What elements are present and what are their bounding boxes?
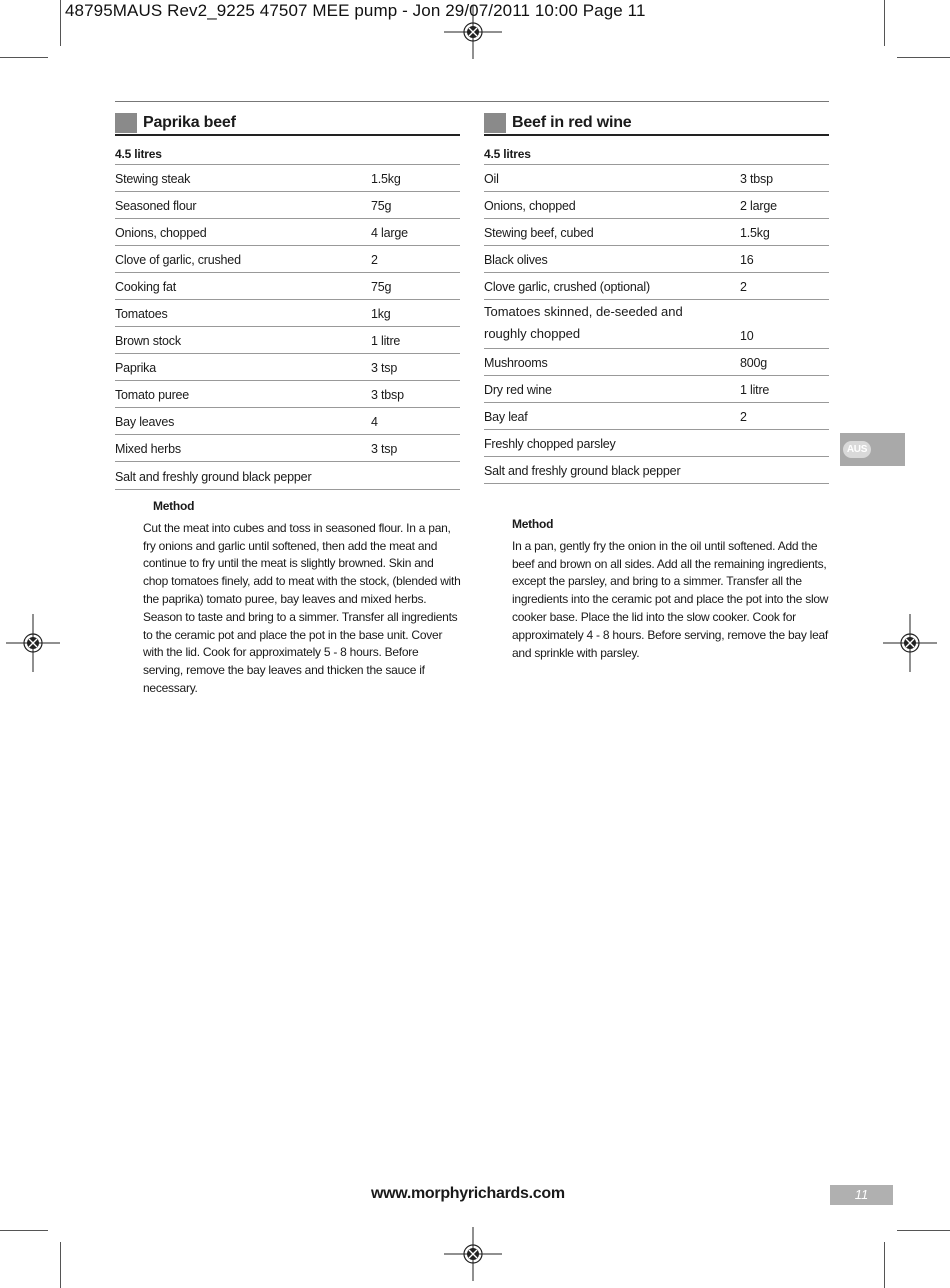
crop-mark (60, 0, 61, 46)
registration-mark-icon (881, 614, 939, 672)
ingredient-row (484, 165, 829, 192)
ingredient-row (484, 192, 829, 219)
recipe-capacity: 4.5 litres (115, 136, 460, 165)
ingredient-qty: 1 litre (740, 383, 770, 397)
registration-mark-icon (444, 3, 502, 61)
ingredient-row (484, 246, 829, 273)
ingredient-qty: 3 tsp (371, 442, 398, 456)
recipe-title: Paprika beef (143, 114, 236, 131)
recipe-capacity: 4.5 litres (484, 136, 829, 165)
language-tab-label: AUS (843, 441, 871, 458)
method-heading: Method (153, 499, 195, 513)
ingredient-name: Tomatoes skinned, de-seeded and roughly chopped (484, 304, 683, 341)
ingredient-row (484, 300, 829, 349)
ingredient-qty: 1.5kg (371, 172, 401, 186)
ingredient-row (115, 327, 460, 354)
ingredient-name: Black olives (484, 253, 548, 267)
registration-mark-icon (4, 614, 62, 672)
ingredient-name: Clove of garlic, crushed (115, 253, 241, 267)
ingredient-name: Stewing steak (115, 172, 191, 186)
recipe-beef-in-red-wine (484, 112, 829, 484)
ingredient-qty: 4 large (371, 226, 408, 240)
ingredient-qty: 1 litre (371, 334, 401, 348)
ingredient-name: Clove garlic, crushed (optional) (484, 280, 650, 294)
ingredient-row (115, 192, 460, 219)
ingredient-name: Bay leaves (115, 415, 175, 429)
ingredient-qty: 800g (740, 356, 768, 370)
ingredient-qty: 16 (740, 253, 754, 267)
ingredient-row (115, 165, 460, 192)
ingredient-name: Onions, chopped (484, 199, 576, 213)
ingredient-name: Dry red wine (484, 383, 552, 397)
crop-mark (60, 1242, 61, 1288)
crop-mark (884, 0, 885, 46)
ingredient-name: Bay leaf (484, 410, 528, 424)
title-marker-square (115, 113, 137, 133)
ingredient-qty: 3 tbsp (371, 388, 404, 402)
crop-mark (897, 1230, 950, 1231)
method-text: Cut the meat into cubes and toss in seasoned flour. In a pan, fry onions and garlic until softened, then add the meat and continue to fry until the meat is slightly browned. Skin and chop tomatoes finely, add to meat with the stock, (blended with the paprika) tomato puree, bay leaves and mixed herbs. Season to taste and bring to a simmer. Transfer all ingredients to the ceramic pot and place the pot in the base unit. Cover with the lid. Cook for approximately 5 - 8 hours. Before serving, remove the bay leaves and thicken the sauce if necessary. (143, 520, 461, 695)
website-url: www.morphyrichards.com (371, 1185, 565, 1202)
ingredient-qty: 2 large (740, 199, 777, 213)
crop-mark (884, 1242, 885, 1288)
ingredient-name: Freshly chopped parsley (484, 437, 616, 451)
ingredient-qty: 2 (740, 410, 747, 424)
ingredient-row (115, 408, 460, 435)
ingredient-qty: 2 (371, 253, 378, 267)
ingredient-name: Salt and freshly ground black pepper (115, 470, 312, 484)
ingredient-qty: 2 (740, 280, 747, 294)
method-block (143, 498, 461, 698)
ingredient-row (115, 273, 460, 300)
ingredient-row (115, 381, 460, 408)
method-block (512, 516, 830, 662)
ingredient-row (115, 300, 460, 327)
ingredient-name: Mushrooms (484, 356, 548, 370)
ingredient-qty: 3 tsp (371, 361, 398, 375)
ingredient-name: Mixed herbs (115, 442, 181, 456)
ingredient-name: Brown stock (115, 334, 181, 348)
ingredient-qty: 1kg (371, 307, 391, 321)
ingredient-row (115, 435, 460, 462)
ingredient-qty: 1.5kg (740, 226, 770, 240)
ingredient-qty: 75g (371, 199, 392, 213)
ingredient-row (484, 273, 829, 300)
ingredient-row (484, 376, 829, 403)
crop-mark (0, 57, 48, 58)
recipe-title: Beef in red wine (512, 114, 632, 131)
ingredient-row (115, 354, 460, 381)
ingredient-qty: 10 (740, 329, 754, 343)
print-slug: 48795MAUS Rev2_9225 47507 MEE pump - Jon 29/07/2011 10:00 Page 11 (65, 1, 646, 20)
ingredient-qty: 4 (371, 415, 378, 429)
ingredient-name: Stewing beef, cubed (484, 226, 594, 240)
language-tab (840, 433, 905, 466)
ingredient-qty: 3 tbsp (740, 172, 773, 186)
ingredient-name: Cooking fat (115, 280, 177, 294)
ingredient-name: Salt and freshly ground black pepper (484, 464, 681, 478)
ingredient-qty: 75g (371, 280, 392, 294)
ingredient-name: Tomato puree (115, 388, 190, 402)
ingredient-row (484, 457, 829, 484)
ingredient-name: Seasoned flour (115, 199, 197, 213)
recipe-title-bar (484, 112, 829, 136)
recipe-paprika-beef (115, 112, 460, 490)
page-number: 11 (830, 1185, 893, 1205)
crop-mark (0, 1230, 48, 1231)
ingredient-row (484, 430, 829, 457)
ingredient-name: Tomatoes (115, 307, 168, 321)
method-text: In a pan, gently fry the onion in the oil until softened. Add the beef and brown on all sides. Add all the remaining ingredients, except the parsley, and bring to a simmer. Transfer all the ingredients into the ceramic pot and place the pot into the slow cooker base. Place the lid into the slow cooker. Cook for approximately 4 - 8 hours. Before serving, remove the bay leaf and sprinkle with parsley. (512, 538, 829, 660)
ingredient-row (484, 219, 829, 246)
ingredient-row (484, 349, 829, 376)
registration-mark-icon (444, 1225, 502, 1283)
ingredient-name: Onions, chopped (115, 226, 207, 240)
ingredient-row (484, 403, 829, 430)
top-rule (115, 101, 829, 102)
title-marker-square (484, 113, 506, 133)
ingredient-row (115, 462, 460, 490)
ingredient-row (115, 219, 460, 246)
crop-mark (897, 57, 950, 58)
recipe-title-bar (115, 112, 460, 136)
ingredient-name: Oil (484, 172, 499, 186)
ingredient-name: Paprika (115, 361, 156, 375)
ingredient-row (115, 246, 460, 273)
method-heading: Method (512, 517, 554, 531)
